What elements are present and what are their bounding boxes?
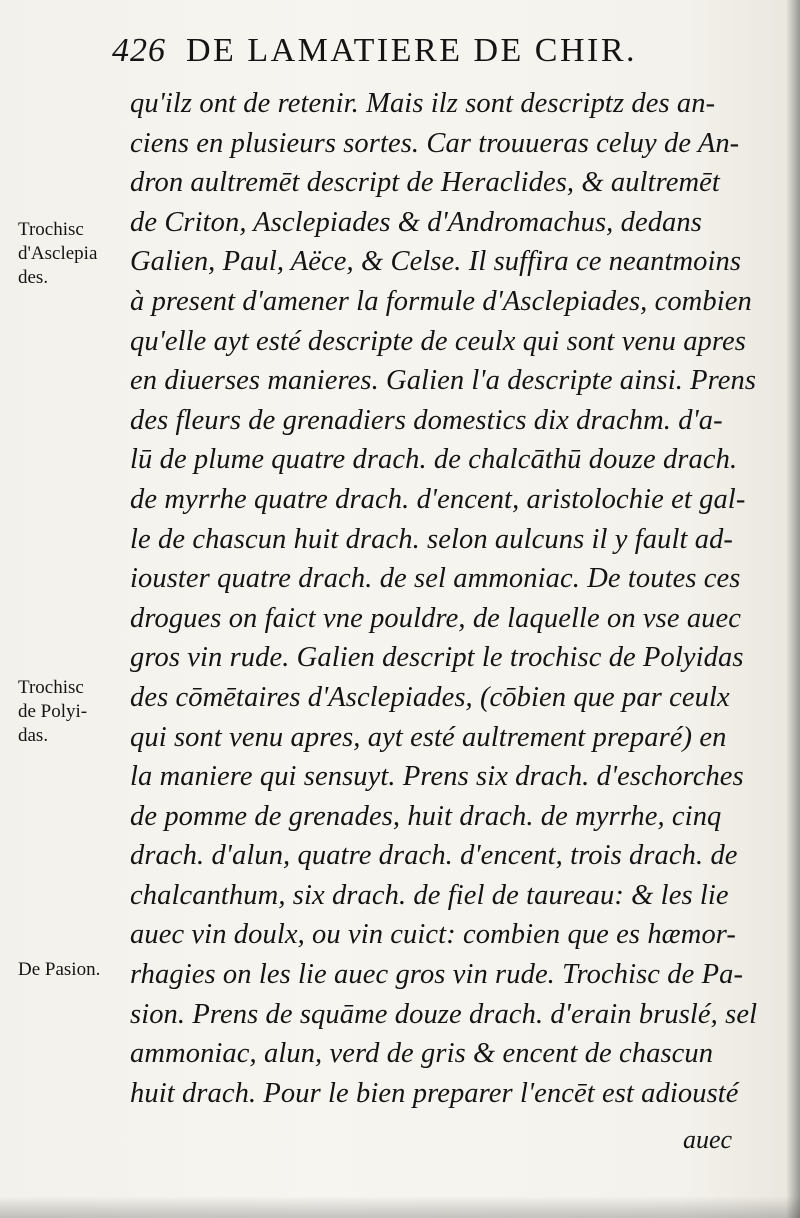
marginal-note (18, 218, 97, 290)
text-line: qu'ilz ont de retenir. Mais ilz sont descriptz des an- (130, 88, 716, 119)
marginal-note-line: Trochisc (18, 219, 84, 240)
text-line: gros vin rude. Galien descript le trochisc de Polyidas (130, 642, 744, 674)
text-line: des cōmētaires d'Asclepiades, (cōbien que par ceulx (130, 681, 730, 713)
page-bottom-edge (0, 1196, 800, 1218)
text-line: chalcanthum, six drach. de fiel de taureau: & les lie (130, 879, 729, 911)
text-line: auec vin doulx, ou vin cuict: combien que es hæmor- (130, 919, 737, 951)
page-edge-shadow (786, 0, 800, 1218)
text-line: la maniere qui sensuyt. Prens six drach. d'eschorches (130, 761, 744, 793)
catchword: auec (683, 1125, 733, 1154)
text-line: dron aultremēt descript de Heraclides, & aultremēt (130, 167, 720, 199)
text-line: ammoniac, alun, verd de gris & encent de chascun (130, 1038, 714, 1070)
text-line: iouster quatre drach. de sel ammoniac. De toutes ces (130, 563, 741, 595)
page-header (112, 32, 752, 84)
marginal-note (18, 676, 87, 748)
marginal-note-line: Trochisc (18, 677, 84, 698)
text-line: de myrrhe quatre drach. d'encent, aristolochie et gal- (130, 483, 746, 515)
marginal-note-line: das. (18, 725, 49, 746)
page-number: 426 (112, 32, 166, 69)
marginal-note-line: De Pasion. (18, 959, 101, 980)
text-line: rhagies on les lie auec gros vin rude. Trochisc de Pa- (130, 959, 744, 991)
text-line: ciens en plusieurs sortes. Car trouueras celuy de An- (130, 127, 740, 159)
text-line: lū de plume quatre drach. de chalcāthū douze drach. (130, 444, 738, 476)
marginal-note-line: de Polyi- (18, 701, 88, 722)
marginal-note-line: d'Asclepia (18, 243, 98, 264)
text-line: huit drach. Pour le bien preparer l'encēt est adiousté (130, 1077, 739, 1109)
marginal-note-line: des. (18, 267, 49, 288)
running-head: DE LAMATIERE DE CHIR. (186, 32, 638, 69)
body-text (130, 84, 770, 1113)
text-line: de pomme de grenades, huit drach. de myrrhe, cinq (130, 800, 722, 832)
text-line: à present d'amener la formule d'Asclepiades, combien (130, 285, 752, 317)
text-line: Galien, Paul, Aëce, & Celse. Il suffira ce neantmoins (130, 246, 742, 278)
text-line: qui sont venu apres, ayt esté aultrement preparé) en (130, 721, 727, 753)
text-line: en diuerses manieres. Galien l'a descripte ainsi. Prens (130, 365, 757, 397)
marginal-note (18, 958, 100, 982)
text-line: de Criton, Asclepiades & d'Andromachus, dedans (130, 206, 702, 238)
text-line: des fleurs de grenadiers domestics dix drachm. d'a- (130, 404, 723, 436)
text-line: drogues on faict vne pouldre, de laquelle on vse auec (130, 602, 742, 634)
text-line: qu'elle ayt esté descripte de ceulx qui sont venu apres (130, 325, 746, 357)
text-line: le de chascun huit drach. selon aulcuns il y fault ad- (130, 523, 734, 555)
text-line: sion. Prens de squāme douze drach. d'erain bruslé, sel (130, 998, 758, 1030)
text-line: drach. d'alun, quatre drach. d'encent, trois drach. de (130, 840, 738, 872)
